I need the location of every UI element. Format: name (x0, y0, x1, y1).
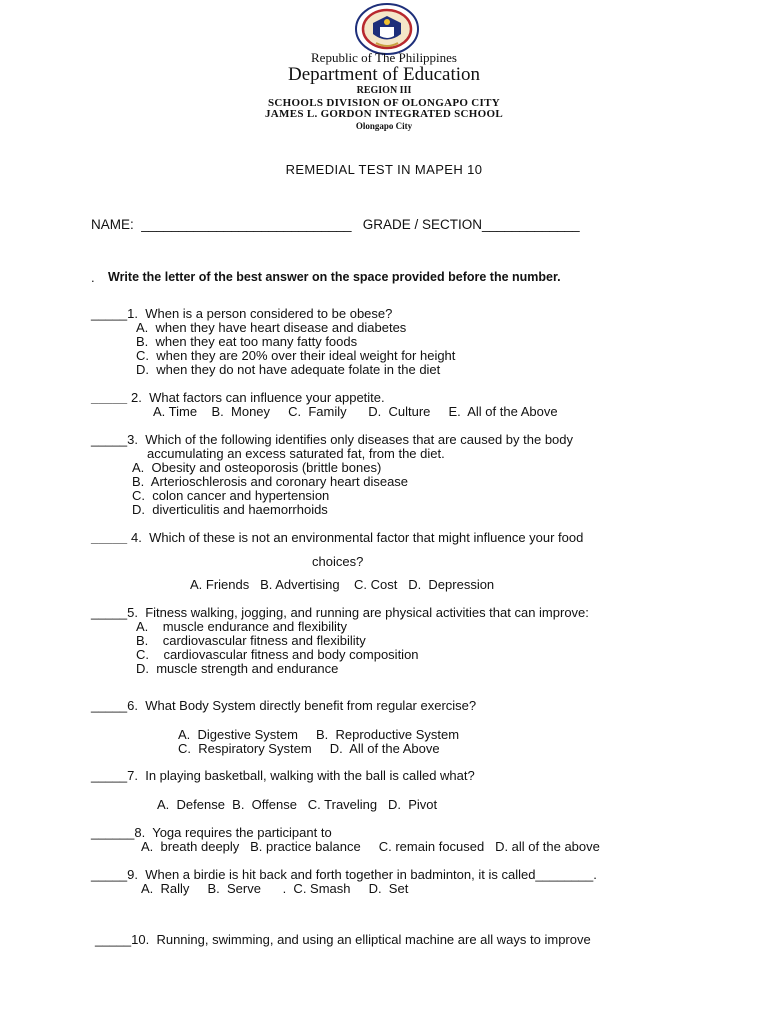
division-line: SCHOOLS DIVISION OF OLONGAPO CITY (268, 97, 500, 109)
question-9-stem: _____9. When a birdie is hit back and forth together in badminton, it is called________. (91, 867, 597, 882)
question-6-options-row-2: C. Respiratory System D. All of the Above (178, 741, 440, 756)
question-1-option-a: A. when they have heart disease and diabetes (136, 320, 407, 335)
question-6-options-row-1: A. Digestive System B. Reproductive System (178, 727, 460, 742)
question-2-blank: _____ (91, 390, 128, 405)
question-6-stem: _____6. What Body System directly benefit from regular exercise? (91, 698, 477, 713)
question-1-option-c: C. when they are 20% over their ideal weight for height (136, 348, 456, 363)
question-1-option-d: D. when they do not have adequate folate in the diet (136, 362, 441, 377)
question-5-stem: _____5. Fitness walking, jogging, and running are physical activities that can improve: (91, 605, 589, 620)
question-5-option-c: C. cardiovascular fitness and body composition (136, 647, 419, 662)
question-1-stem: _____1. When is a person considered to be obese? (91, 306, 393, 321)
question-1-option-b: B. when they eat too many fatty foods (136, 334, 358, 349)
question-3-stem-continued: accumulating an excess saturated fat, from the diet. (147, 446, 445, 461)
question-3-option-a: A. Obesity and osteoporosis (brittle bones) (132, 460, 382, 475)
question-2-stem: 2. What factors can influence your appetite. (131, 390, 385, 405)
question-5-option-d: D. muscle strength and endurance (136, 661, 339, 676)
test-title: REMEDIAL TEST IN MAPEH 10 (285, 162, 483, 177)
question-4-options: A. Friends B. Advertising C. Cost D. Depression (190, 577, 495, 592)
region-line: REGION III (356, 85, 412, 96)
republic-line: Republic of The Philippines (311, 50, 457, 65)
question-9-options: A. Rally B. Serve . C. Smash D. Set (141, 881, 409, 896)
name-grade-field: NAME: ____________________________ GRADE / SECTION_____________ (91, 217, 580, 232)
question-8-options: A. breath deeply B. practice balance C. remain focused D. all of the above (141, 839, 600, 854)
question-7-stem: _____7. In playing basketball, walking with the ball is called what? (91, 768, 475, 783)
question-10-stem: _____10. Running, swimming, and using an elliptical machine are all ways to improve (95, 932, 591, 947)
school-line: JAMES L. GORDON INTEGRATED SCHOOL (265, 108, 503, 120)
instructions: Write the letter of the best answer on the space provided before the number. (108, 270, 561, 284)
instruction-dot: . (91, 270, 95, 285)
question-3-stem: _____3. Which of the following identifies only diseases that are caused by the body (91, 432, 574, 447)
question-4-stem: 4. Which of these is not an environmental factor that might influence your food (131, 530, 584, 545)
question-4-blank: _____ (91, 530, 128, 545)
question-4-stem-continued: choices? (312, 554, 364, 569)
department-title: Department of Education (287, 64, 481, 85)
question-2-options: A. Time B. Money C. Family D. Culture E. All of the Above (153, 404, 558, 419)
question-7-options: A. Defense B. Offense C. Traveling D. Pivot (157, 797, 438, 812)
question-5-option-a: A. muscle endurance and flexibility (136, 619, 347, 634)
question-3-option-c: C. colon cancer and hypertension (132, 488, 330, 503)
question-5-option-b: B. cardiovascular fitness and flexibility (136, 633, 366, 648)
deped-seal-logo (354, 3, 420, 55)
city-line: Olongapo City (355, 121, 413, 131)
question-3-option-b: B. Arterioschlerosis and coronary heart disease (132, 474, 409, 489)
question-8-stem: ______8. Yoga requires the participant to (91, 825, 332, 840)
question-3-option-d: D. diverticulitis and haemorrhoids (132, 502, 328, 517)
